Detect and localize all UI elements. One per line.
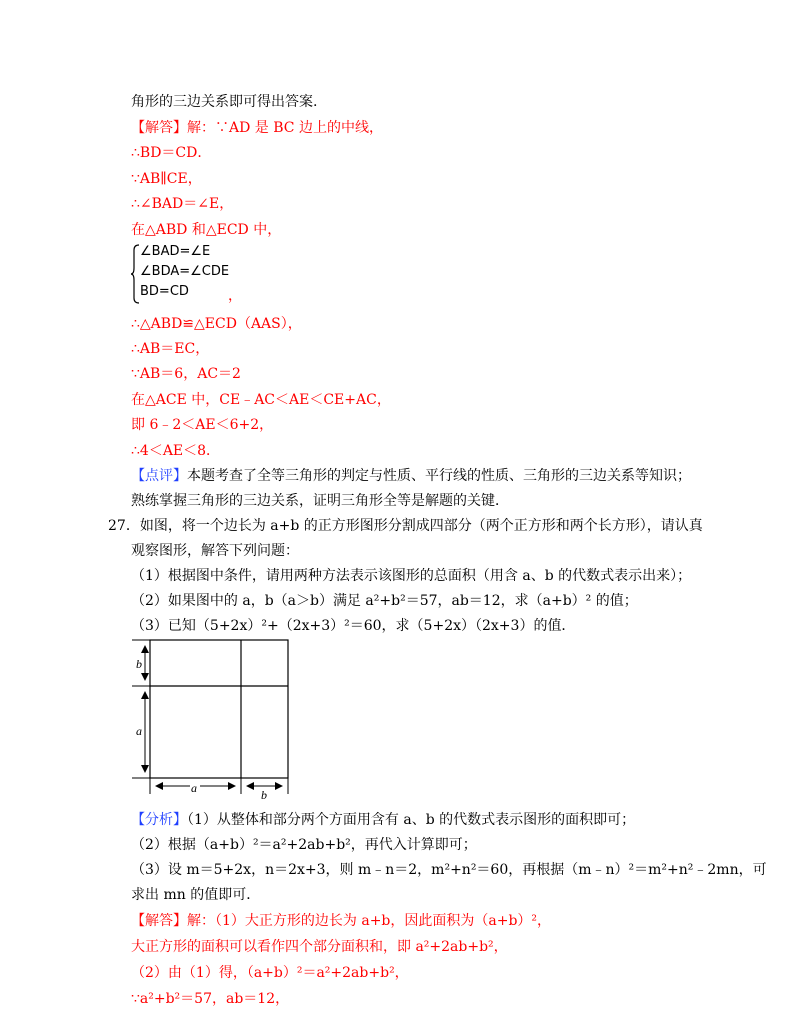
square-diagram	[128, 636, 298, 801]
outer-square	[150, 640, 288, 778]
analysis-line: 求出 mn 的值即可．	[131, 887, 261, 903]
comment-line	[131, 466, 691, 486]
answer-line: 在△ABD 和△ECD 中，	[131, 222, 282, 238]
solution-line: ∵a²+b²＝57，ab＝12，	[131, 991, 290, 1007]
answer-line	[131, 118, 383, 138]
answer-line: ∵AB＝6，AC＝2	[131, 366, 241, 382]
solution-line: 大正方形的面积可以看作四个部分面积和，即 a²+2ab+b²，	[131, 939, 508, 955]
analysis-text: （1）从整体和部分两个方面用含有 a、b 的代数式表示图形的面积即可；	[187, 812, 636, 828]
equation-row: BD=CD	[140, 284, 189, 299]
solution-text: 解：（1）大正方形的边长为 a+b，因此面积为（a+b）²，	[187, 913, 552, 929]
label-a-left: a	[136, 724, 142, 738]
solution-tag: 【解答】	[131, 913, 187, 929]
answer-tag: 【解答】	[131, 120, 187, 136]
analysis-line	[131, 810, 635, 830]
answer-comma: ，	[228, 288, 242, 304]
question-number: 27．	[108, 518, 140, 534]
label-a-bottom: a	[191, 781, 197, 795]
answer-line: ∴△ABD≌△ECD（AAS），	[131, 316, 302, 332]
answer-line: ∵AB∥CE，	[131, 171, 202, 187]
solution-line: （2）由（1）得，（a+b）²＝a²+2ab+b²，	[131, 965, 409, 981]
analysis-line: （2）根据（a+b）²＝a²+2ab+b²，再代入计算即可；	[131, 837, 477, 853]
equation-row: ∠BDA=∠CDE	[140, 264, 230, 279]
question-line: 观察图形，解答下列问题：	[131, 543, 299, 559]
analysis-line: （3）设 m＝5+2x，n＝2x+3，则 m﹣n＝2，m²+n²＝60，再根据（m﹣n）²＝m²+n²﹣2mn，可	[131, 862, 767, 878]
question-line	[108, 516, 703, 536]
label-b-bottom: b	[261, 788, 267, 801]
answer-line: ∴AB＝EC，	[131, 341, 210, 357]
square-figure	[128, 636, 298, 801]
analysis-tag: 【分析】	[131, 812, 187, 828]
answer-text: 解：∵AD 是 BC 边上的中线，	[187, 120, 383, 136]
comment-line: 熟练掌握三角形的三边关系，证明三角形全等是解题的关键．	[131, 493, 509, 509]
question-part: （1）根据图中条件，请用两种方法表示该图形的总面积（用含 a、b 的代数式表示出来）；	[131, 568, 692, 584]
answer-line: 在△ACE 中，CE﹣AC＜AE＜CE+AC，	[131, 392, 391, 408]
solution-line	[131, 911, 551, 931]
text-line: 角形的三边关系即可得出答案.	[131, 94, 318, 110]
comment-text: 本题考查了全等三角形的判定与性质、平行线的性质、三角形的三边关系等知识；	[187, 468, 691, 484]
answer-line: ∴BD＝CD．	[131, 145, 212, 161]
answer-line: 即 6﹣2＜AE＜6+2，	[131, 417, 274, 433]
question-part: （2）如果图中的 a，b（a＞b）满足 a²+b²＝57，ab＝12，求（a+b）² 的值；	[131, 593, 638, 609]
comment-tag: 【点评】	[131, 468, 187, 484]
question-text: 如图，将一个边长为 a+b 的正方形图形分割成四部分（两个正方形和两个长方形），请认真	[139, 518, 703, 534]
answer-line: ∴4＜AE＜8．	[131, 443, 221, 459]
equation-row: ∠BAD=∠E	[140, 244, 211, 259]
answer-line: ∴∠BAD＝∠E，	[131, 196, 234, 212]
label-b-left: b	[136, 657, 142, 671]
question-part: （3）已知（5+2x）²+（2x+3）²＝60，求（5+2x）（2x+3）的值．	[131, 618, 576, 634]
